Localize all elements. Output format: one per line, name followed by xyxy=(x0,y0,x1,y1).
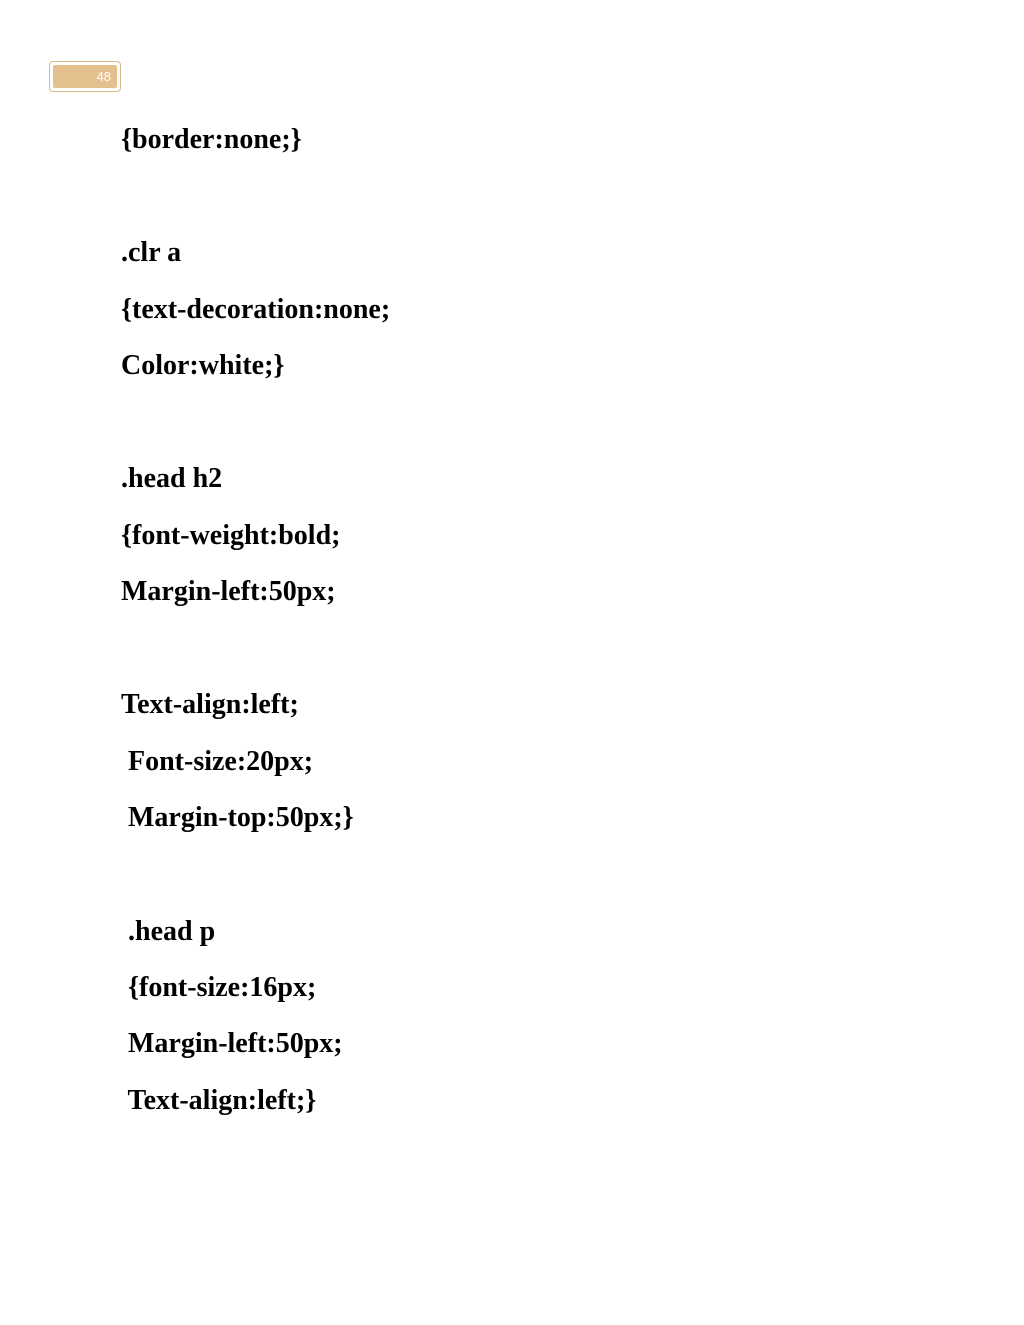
code-line: Text-align:left;} xyxy=(121,1085,317,1116)
code-line: .head h2 xyxy=(121,463,223,494)
code-line: .head p xyxy=(121,916,216,947)
code-line: Color:white;} xyxy=(121,350,285,381)
code-line: Font-size:20px; xyxy=(121,746,314,777)
code-line: {font-size:16px; xyxy=(121,972,317,1003)
page-number-badge-fill xyxy=(53,65,117,88)
code-line: {text-decoration:none; xyxy=(121,294,391,325)
page-number: 48 xyxy=(96,69,111,84)
code-line: Margin-left:50px; xyxy=(121,576,336,607)
code-line: .clr a xyxy=(121,237,182,268)
page-number-badge xyxy=(49,61,121,92)
code-line: {font-weight:bold; xyxy=(121,520,341,551)
code-line: {border:none;} xyxy=(121,124,302,155)
code-line: Margin-left:50px; xyxy=(121,1028,343,1059)
code-line: Margin-top:50px;} xyxy=(121,802,354,833)
code-line: Text-align:left; xyxy=(121,689,299,720)
